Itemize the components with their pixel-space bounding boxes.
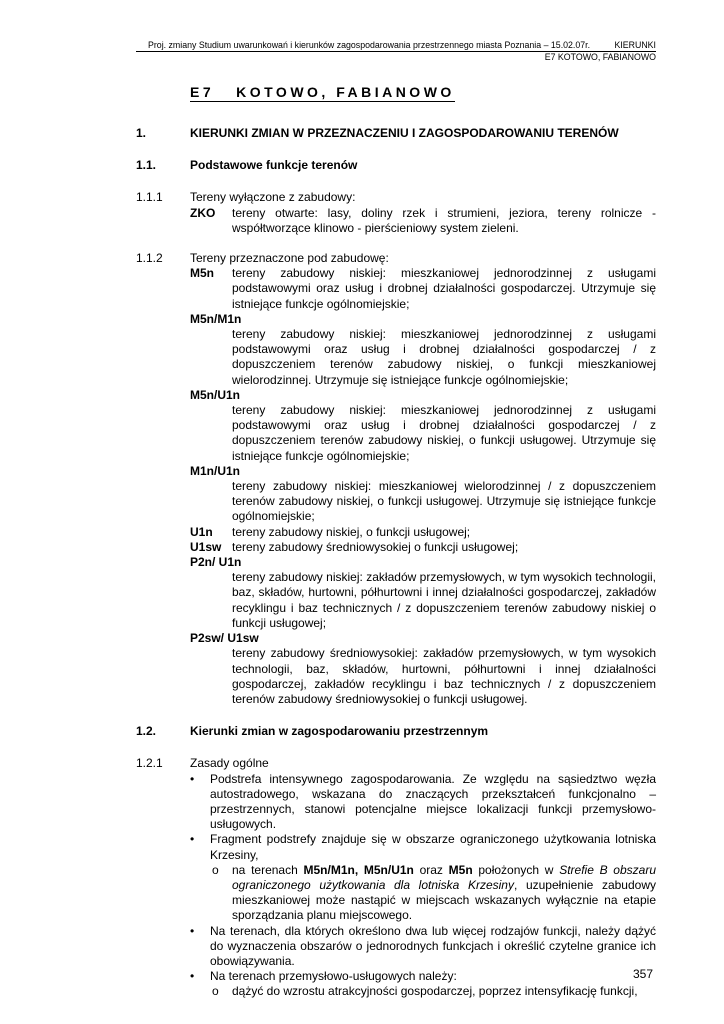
sub-zone-codes-1: M5n/M1n, M5n/U1n xyxy=(303,862,414,877)
section-1-heading xyxy=(0,126,724,141)
zone-code-p2n-u1n: P2n/ U1n xyxy=(190,555,242,570)
section-title: Tereny wyłączone z zabudowy: xyxy=(190,190,356,205)
section-title: Podstawowe funkcje terenów xyxy=(190,158,358,173)
section-number: 1.2. xyxy=(136,724,157,739)
running-header-line xyxy=(136,40,656,52)
section-title: Kierunki zmian w zagospodarowaniu przestrzennym xyxy=(190,724,489,739)
zone-description-m5n-u1n: tereny zabudowy niskiej: mieszkaniowej jednorodzinnej z usługami podstawowymi oraz usług i drobnej działalności gospodarczej / z dopuszczeniem terenów zabudowy niskiej, o funkcji usługowej. Utrzymuje się istniejące funkcje ogólnomiejskie; xyxy=(232,403,656,463)
circle-bullet-icon: o xyxy=(212,862,219,877)
section-1-2-1-heading xyxy=(0,756,724,771)
zone-description: tereny zabudowy niskiej, o funkcji usługowej; xyxy=(232,524,471,539)
circle-bullet-icon: o xyxy=(212,984,219,999)
zone-description: tereny zabudowy niskiej: mieszkaniowej jednorodzinnej z usługami podstawowymi oraz usług i drobnej działalności gospodarczej. Utrzymuje się istniejące funkcje ogólnomiejskie; xyxy=(232,266,656,311)
section-number: 1.1.1 xyxy=(136,190,163,205)
zone-code-m1n-u1n: M1n/U1n xyxy=(190,463,241,478)
list-item xyxy=(0,772,724,833)
section-number: 1.2.1 xyxy=(136,756,163,771)
bullet-icon: • xyxy=(190,832,195,847)
zone-entry-zko xyxy=(0,206,724,236)
zone-entry-u1n xyxy=(0,525,724,540)
bullet-icon: • xyxy=(190,771,195,786)
section-1-2-heading xyxy=(0,724,724,739)
sub-list-item xyxy=(0,984,724,999)
sub-text-2: oraz xyxy=(413,862,449,877)
list-item-text: Na terenach, dla których określono dwa lub więcej rodzajów funkcji, należy dążyć do wyznaczenia obszarów o jednorodnych funkcjach i określić czytelne granice ich obowiązywania. xyxy=(210,923,656,968)
sub-list-item-text: dążyć do wzrostu atrakcyjności gospodarczej, poprzez intensyfikację funkcji, xyxy=(232,984,638,999)
section-number: 1.1. xyxy=(136,158,157,173)
bullet-icon: • xyxy=(190,923,195,938)
sub-text-3: położonych w xyxy=(472,862,560,877)
section-title: KIERUNKI ZMIAN W PRZEZNACZENIU I ZAGOSPODAROWANIU TERENÓW xyxy=(190,126,619,140)
section-number: 1.1.2 xyxy=(136,251,163,266)
page-number: 357 xyxy=(633,967,654,981)
zone-code: ZKO xyxy=(190,205,216,220)
title-name: KOTOWO, FABIANOWO xyxy=(236,84,455,100)
section-1-1-1-heading xyxy=(0,190,724,205)
page-title xyxy=(190,84,455,102)
list-item xyxy=(0,832,724,862)
zone-description: tereny otwarte: lasy, doliny rzek i strumieni, jeziora, tereny rolnicze - współtworzące klinowo - pierścieniowy system zieleni. xyxy=(232,205,656,235)
list-item-text: Podstrefa intensywnego zagospodarowania. Ze względu na sąsiedztwo węzła autostradowego, wskazana do znaczących przekształceń funkcjonalno – przestrzennych, stanowi potencjalne miejsce lokalizacji funkcji przemysłowo-usługowych. xyxy=(210,771,656,832)
zone-description-m1n-u1n: tereny zabudowy niskiej: mieszkaniowej wielorodzinnej / z dopuszczeniem terenów zabudowy niskiej, o funkcji usługowej. Utrzymuje się istniejące funkcje ogólnomiejskie; xyxy=(232,479,656,524)
bullet-icon: • xyxy=(190,969,195,984)
zone-description-p2sw-u1sw: tereny zabudowy średniowysokiej: zakładów przemysłowych, w tym wysokich technologii, baz, składów, hurtowni, półhurtowni i innej działalności gospodarczej, zakładów recyklingu i baz technicznych / z dopuszczeniem terenów zabudowy średniowysokiej o funkcji usługowej. xyxy=(232,646,656,706)
list-item-text: Fragment podstrefy znajduje się w obszarze ograniczonego użytkowania lotniska Krzesiny, xyxy=(210,832,656,862)
section-1-1-2-heading xyxy=(0,251,724,266)
section-title: Zasady ogólne xyxy=(190,756,269,771)
list-item xyxy=(0,924,724,970)
running-header-area: E7 KOTOWO, FABIANOWO xyxy=(544,52,656,62)
running-header-chapter: KIERUNKI xyxy=(614,40,656,50)
zone-description-m5n-m1n: tereny zabudowy niskiej: mieszkaniowej jednorodzinnej z usługami podstawowymi oraz usług i drobnej działalności gospodarczej / z dopuszczeniem terenów zabudowy niskiej, o funkcji mieszkaniowej wielorodzinnej. Utrzymuje się istniejące funkcje ogólnomiejskie; xyxy=(232,327,656,387)
sub-text-1: na terenach xyxy=(232,862,304,877)
running-header-project: Proj. zmiany Studium uwarunkowań i kierunków zagospodarowania przestrzennego miasta Poznania – 15.02.07r. xyxy=(148,40,591,50)
sub-zone-codes-2: M5n xyxy=(448,862,473,877)
zone-code-p2sw-u1sw: P2sw/ U1sw xyxy=(190,631,259,646)
section-title: Tereny przeznaczone pod zabudowę: xyxy=(190,251,389,266)
sub-text-4: , uzupełnienie zabudowy mieszkaniowej może nastąpić w miejscach wskazanych wyłącznie na etapie sporządzania planu miejscowego. xyxy=(232,877,656,923)
zone-entry-m5n xyxy=(0,266,724,312)
zone-code-m5n-m1n: M5n/M1n xyxy=(190,311,242,326)
document-body xyxy=(0,126,724,1000)
zone-code: U1n xyxy=(190,524,213,539)
zone-description: tereny zabudowy średniowysokiej o funkcji usługowej; xyxy=(232,539,519,554)
running-header xyxy=(136,40,656,63)
sub-list-item xyxy=(0,863,724,924)
title-code: E7 xyxy=(190,84,215,100)
zone-code: M5n xyxy=(190,266,214,281)
section-1-1-heading xyxy=(0,158,724,173)
zone-entry-u1sw xyxy=(0,540,724,555)
sub-zone-reference: Strefie B obszaru ograniczonego użytkowania dla lotniska Krzesiny xyxy=(232,862,656,892)
zone-code-m5n-u1n: M5n/U1n xyxy=(190,387,241,402)
list-item-text: Na terenach przemysłowo-usługowych należy: xyxy=(210,969,457,984)
zone-description-p2n-u1n: tereny zabudowy niskiej: zakładów przemysłowych, w tym wysokich technologii, baz, składów, hurtowni, półhurtowni i innej działalności gospodarczej, zakładów recyklingu i baz technicznych / z dopuszczeniem terenów zabudowy niskiej o funkcji usługowej; xyxy=(232,570,656,630)
list-item xyxy=(0,969,724,984)
zone-code: U1sw xyxy=(190,539,222,554)
section-number: 1. xyxy=(136,126,147,140)
